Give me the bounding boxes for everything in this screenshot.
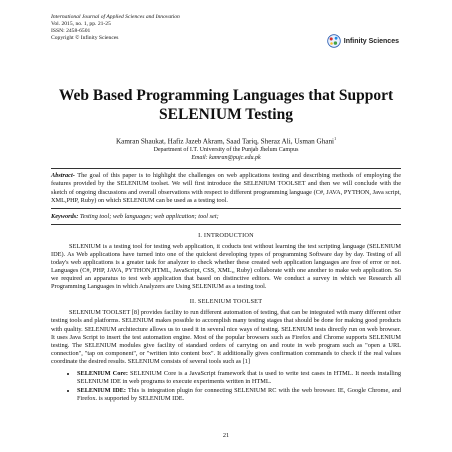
toolset-paragraph: SELENIUM TOOLSET [8] provides facility to run different automation of testing, that can be integrated with many different other testing tools and platforms. SELENIUM makes possible to accomplish many testing stages that should be done for making good products with quality. SELENIUM architecture allows us to used it in several nice ways of testing. SELENIUM tests directly run on web browser. It uses Java Script to insert the test automation engine. Most of the popular browsers such as Firefox and Chrome supports SELENIUM testing. The SELENIUM modules give facility of standard orders of carrying on and route in web program such as "open a URL connection", "tap on component", or "written into content box". It additionally gives confirmation commands to check if the real values coordinate the desired results. SELENIUM consists of several tools such as [1]: [51, 309, 401, 365]
bullet-term: SELENIUM IDE:: [77, 387, 126, 395]
journal-volume: Vol. 2015, no. 1, pp. 21-25: [51, 21, 111, 27]
title-line-1: Web Based Programming Languages that Support: [58, 87, 394, 104]
list-item: [77, 387, 401, 403]
bullet-text: This is integration plugin for connecting SELENIUM RC with the web browser. IE, Google Chrome, and Firefox. is supported by SELENIUM IDE.: [77, 387, 401, 403]
paper-title: [51, 86, 401, 124]
authors-text: Kamran Shaukat, Hafiz Jazeb Akram, Saad Tariq, Sheraz Ali, Usman Ghani: [115, 137, 335, 146]
tools-bullet-list: [51, 370, 401, 403]
abstract-label: Abstract-: [51, 172, 75, 180]
publisher-logo: [327, 34, 399, 48]
author-email: Email: kamran@pujc.edu.pk: [191, 155, 261, 162]
keywords: [51, 213, 401, 225]
bullet-text: SELENIUM Core is a JavaScript framework that is used to write test cases in HTML. It needs installing SELENIUM IDE in web programs to execute experiments written in HTML.: [77, 369, 401, 386]
section-heading-toolset: II. SELENIUM TOOLSET: [189, 298, 263, 306]
infinity-sciences-logo-icon: [327, 34, 341, 48]
journal-name: International Journal of Applied Sciences and Innovation: [51, 14, 180, 20]
journal-copyright: Copyright © Infinity Sciences: [51, 35, 119, 41]
logo-text: Infinity Sciences: [343, 37, 399, 45]
journal-issn: ISSN: 2458-6501: [51, 28, 91, 34]
keywords-label: Keywords:: [51, 212, 79, 220]
keywords-text: Testing tool; web languages; web application; tool set;: [78, 212, 219, 220]
bullet-term: SELENIUM Core:: [77, 369, 128, 377]
affiliation: Department of I.T. University of the Punjab Jhelum Campus: [153, 147, 299, 154]
author-mark: 1: [334, 136, 337, 141]
author-list: [51, 134, 401, 146]
introduction-paragraph: SELENIUM is a testing tool for testing web application, it coducts test without learning the test scripting language (SELENIUM IDE). As Web applications have turned into one of the quickest developing types of programming Software day by day. Testing of all today's web applications is a greater task for analyzer to check whether these created web application languages are free of error or not. Languages (C#, PHP, JAVA, PYTHON,HTML, JavaScript, CSS, XML,, Ruby) collaborate with one another to make web application. So we required an apparatus to test web application that based on distinctive editors. We conduct a survey in which we Research all Programming Languages in which Analyzers are Using SELENIUM as a testing tool.: [51, 242, 401, 291]
section-heading-introduction: I. INTRODUCTION: [198, 231, 254, 239]
abstract: [51, 168, 401, 208]
title-line-2: SELENIUM Testing: [159, 106, 293, 123]
journal-header: [51, 14, 401, 64]
abstract-text: The goal of this paper is to highlight the challenges on web applications testing and describing methods of employing the features provided by the SELENIUM toolset. We will first introduce the SELENIUM TOOLSET and then we will conclude with the sketch of ongoing discussions and overall observations with respect to different programming language (C#, JAVA, PYTHON, Java script, XML,PHP, Ruby) on which SELENIUM can be used as a testing tool.: [51, 172, 401, 204]
list-item: [77, 370, 401, 386]
page-number: 21: [222, 432, 230, 439]
